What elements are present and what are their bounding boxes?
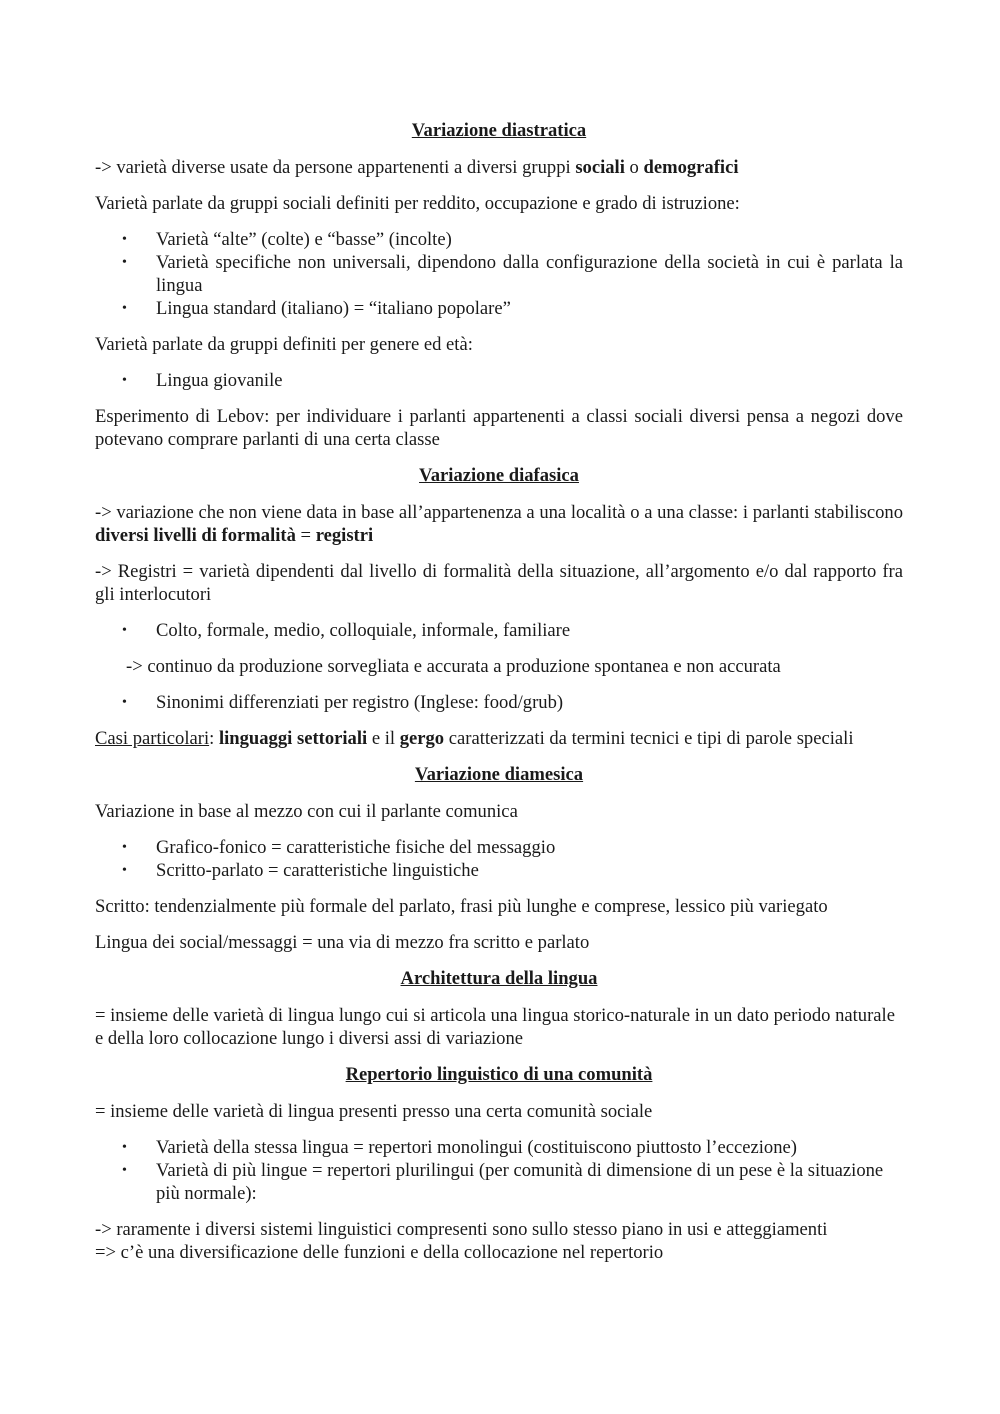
paragraph: Varietà parlate da gruppi definiti per genere ed età:	[95, 334, 473, 355]
bullet-list	[95, 619, 903, 642]
bullet-list	[95, 691, 903, 714]
list-item	[95, 1136, 903, 1159]
text-span: -> variazione che non viene data in base all’appartenenza a una località o a una classe: i parlanti stabiliscono	[95, 502, 903, 523]
list-item-text: Colto, formale, medio, colloquiale, informale, familiare	[156, 620, 571, 641]
bullet-list	[95, 836, 903, 882]
list-item	[95, 691, 903, 714]
list-item	[95, 369, 903, 392]
bold-text: diversi livelli di formalità	[95, 525, 296, 546]
list-item	[95, 1159, 903, 1205]
paragraph: Lingua dei social/messaggi = una via di mezzo fra scritto e parlato	[95, 932, 590, 953]
bullet-icon: •	[122, 695, 127, 710]
list-item-text: Varietà di più lingue = repertori plurilingui (per comunità di dimensione di un pese è la situazione più normale):	[156, 1160, 884, 1204]
paragraph: = insieme delle varietà di lingua lungo cui si articola una lingua storico-naturale in un dato periodo naturale e della loro collocazione lungo i diversi assi di variazione	[95, 1005, 895, 1049]
text-span: :	[209, 728, 219, 749]
bullet-icon: •	[122, 373, 127, 388]
list-item	[95, 251, 903, 297]
text-span: e il	[367, 728, 400, 749]
heading-repertorio-linguistico: Repertorio linguistico di una comunità	[345, 1064, 653, 1085]
list-item-text: Scritto-parlato = caratteristiche linguistiche	[156, 860, 479, 881]
bold-text: demografici	[643, 157, 739, 178]
bullet-icon: •	[122, 301, 127, 316]
paragraph: Varietà parlate da gruppi sociali definiti per reddito, occupazione e grado di istruzione:	[95, 193, 740, 214]
text-line: -> raramente i diversi sistemi linguistici compresenti sono sullo stesso piano in usi e atteggiamenti	[95, 1219, 828, 1240]
bullet-icon: •	[122, 232, 127, 247]
paragraph	[95, 501, 903, 547]
list-item-text: Sinonimi differenziati per registro (Inglese: food/grub)	[156, 692, 564, 713]
paragraph	[95, 727, 903, 750]
bullet-icon: •	[122, 623, 127, 638]
bullet-list	[95, 369, 903, 392]
paragraph	[95, 156, 903, 179]
list-item	[95, 297, 903, 320]
list-item-text: Varietà specifiche non universali, dipendono dalla configurazione della società in cui è parlata la lingua	[156, 252, 903, 296]
bold-text: registri	[315, 525, 374, 546]
bold-text: linguaggi settoriali	[218, 728, 368, 749]
indented-note: -> continuo da produzione sorvegliata e accurata a produzione spontanea e non accurata	[126, 656, 781, 677]
heading-variazione-diafasica: Variazione diafasica	[419, 465, 579, 486]
list-item	[95, 228, 903, 251]
list-item-text: Varietà “alte” (colte) e “basse” (incolte)	[156, 229, 452, 250]
paragraph: Scritto: tendenzialmente più formale del parlato, frasi più lunghe e comprese, lessico più variegato	[95, 896, 828, 917]
text-span: caratterizzati da termini tecnici e tipi di parole speciali	[444, 728, 854, 749]
list-item	[95, 859, 903, 882]
list-item-text: Varietà della stessa lingua = repertori monolingui (costituiscono piuttosto l’eccezione)	[156, 1137, 797, 1158]
list-item-text: Lingua giovanile	[156, 370, 283, 391]
bullet-list	[95, 228, 903, 320]
heading-variazione-diastratica: Variazione diastratica	[411, 120, 587, 141]
underlined-text: Casi particolari	[95, 728, 210, 749]
bullet-icon: •	[122, 255, 127, 270]
bullet-icon: •	[122, 840, 127, 855]
heading-architettura-della-lingua: Architettura della lingua	[400, 968, 598, 989]
list-item-text: Lingua standard (italiano) = “italiano popolare”	[156, 298, 511, 319]
list-item	[95, 836, 903, 859]
paragraph: -> Registri = varietà dipendenti dal livello di formalità della situazione, all’argomento e/o dal rapporto fra gli interlocutori	[95, 561, 903, 605]
bullet-icon: •	[122, 1140, 127, 1155]
paragraph: Variazione in base al mezzo con cui il parlante comunica	[95, 801, 518, 822]
text-span: o	[624, 157, 644, 178]
list-item	[95, 619, 903, 642]
paragraph: = insieme delle varietà di lingua presenti presso una certa comunità sociale	[95, 1101, 653, 1122]
text-span: =	[295, 525, 316, 546]
paragraph: Esperimento di Lebov: per individuare i parlanti appartenenti a classi sociali diversi pensa a negozi dove potevano comprare parlanti di una certa classe	[95, 406, 903, 450]
bullet-list	[95, 1136, 903, 1205]
bold-text: sociali	[575, 157, 625, 178]
text-line: => c’è una diversificazione delle funzioni e della collocazione nel repertorio	[95, 1242, 664, 1263]
list-item-text: Grafico-fonico = caratteristiche fisiche del messaggio	[156, 837, 556, 858]
text-span: -> varietà diverse usate da persone appartenenti a diversi gruppi	[95, 157, 576, 178]
bold-text: gergo	[399, 728, 445, 749]
bullet-icon: •	[122, 1163, 127, 1178]
document-content	[95, 119, 903, 1277]
paragraph	[95, 1218, 903, 1264]
heading-variazione-diamesica: Variazione diamesica	[414, 764, 584, 785]
bullet-icon: •	[122, 863, 127, 878]
